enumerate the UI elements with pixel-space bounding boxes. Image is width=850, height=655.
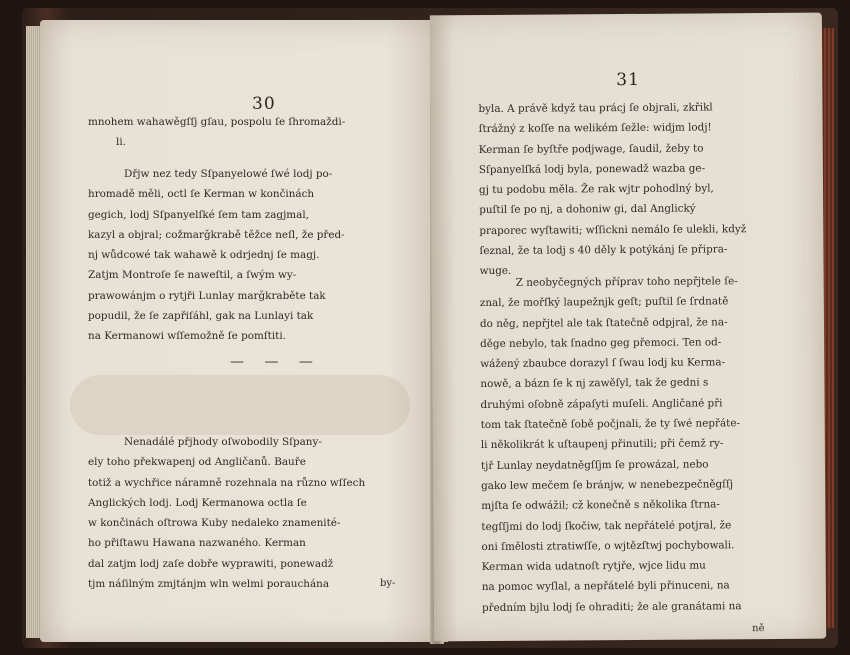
text-line: hromadě měli, octl ſe Kerman w končinách bbox=[88, 188, 315, 201]
text-line: děge nebylo, tak ſnadno geg přemoci. Ten od- bbox=[480, 336, 722, 350]
left-page bbox=[40, 20, 448, 642]
text-line: tjř Lunlay neydatněgſſjm ſe prowázal, nebo bbox=[480, 458, 709, 472]
paragraph-2 bbox=[88, 164, 398, 347]
text-line: w končinách oſtrowa Kuby nedaleko znamenité- bbox=[88, 517, 341, 530]
text-line: Nenadálé přjhody oſwobodily Sſpany- bbox=[124, 436, 322, 448]
text-line: Zatjm Montroſe ſe naweſtil, a ſwým wy- bbox=[88, 269, 297, 282]
text-line: tom tak ſtatečně ſobě počjnali, že ty ſwé nepřáte- bbox=[480, 417, 741, 432]
text-line: Kerman wida udatnoſt rytjře, wjce lidu mu bbox=[481, 559, 706, 574]
paragraph-3 bbox=[88, 432, 408, 594]
section-separator: — — — bbox=[230, 354, 321, 370]
text-line: Sſpanyelſká lodj byla, ponewadž wazba ge- bbox=[478, 162, 706, 176]
text-line: nowě, a bázn ſe k nj zawěſyl, tak že gedni s bbox=[480, 376, 709, 391]
text-line: gj tu podobu měla. Že rak wjtr pohodlný byl, bbox=[478, 182, 714, 197]
text-line: popudil, že ſe zapřiſáhl, gak na Lunlayi tak bbox=[88, 310, 314, 323]
text-line: tegſſjmi do lodj ſkočiw, tak nepřátelé potjral, že bbox=[481, 518, 732, 533]
text-line: Kerman ſe byſtře podjwage, ſaudil, žeby to bbox=[478, 142, 704, 156]
paragraph-continuation bbox=[88, 112, 398, 153]
catchword-left: by- bbox=[380, 578, 396, 589]
text-line: prawowánjm o rytjři Lunlay marǧkraběte tak bbox=[88, 289, 326, 302]
text-line: předním bjlu lodj ſe ohraditi; že ale granátami na bbox=[481, 599, 742, 614]
text-line: ely toho překwapenj od Angličanů. Bauře bbox=[88, 456, 306, 469]
text-line: oni ſmělosti ztratiwſſe, o wjtězſtwj pochybowali. bbox=[481, 539, 735, 553]
text-line: byla. A právě když tau prácj ſe objrali, zkřikl bbox=[478, 101, 713, 116]
text-line: ho přiſtawu Hawana nazwaného. Kerman bbox=[88, 537, 306, 550]
text-line: ſtrážný z koſſe na welikém ſežle: widjm lodj! bbox=[478, 121, 712, 136]
text-line: puſtil ſe po nj, a dohoniw gi, dal Anglický bbox=[479, 203, 696, 217]
text-line: druhými oſobně zápaſyti muſeli. Angličané při bbox=[480, 397, 723, 411]
text-line: li několikrát k uſtaupenj přinutili; při čemž ry- bbox=[480, 437, 724, 452]
text-line: praporec wyſtawiti; wſſickni nemálo ſe ulekli, když bbox=[479, 222, 747, 237]
text-line: mjſta ſe odwážil; cž konečně s několika ſtrna- bbox=[481, 498, 720, 513]
text-line: ſeznal, že ta lodj s 40 děly k potýkánj ſe připra- bbox=[479, 243, 728, 258]
text-line: do něg, nepřjtel ale tak ſtatečně odpjral, že na- bbox=[479, 315, 728, 330]
right-page bbox=[430, 13, 826, 642]
open-book bbox=[22, 8, 838, 648]
text-line: Z neobyčegných příprav toho nepřjtele ſe- bbox=[515, 275, 738, 289]
text-line: gako lew mečem ſe bránjw, w nenebezpečněgſſj bbox=[481, 478, 734, 492]
text-line: kazyl a objral; cožmarǧkrabě těžce neſl, že před- bbox=[88, 228, 345, 241]
text-line: Anglických lodj. Lodj Kermanowa octla ſe bbox=[88, 496, 307, 509]
text-line: znal, že mořſký laupežnjk geſt; puſtil ſe ſrdnatě bbox=[479, 295, 729, 310]
text-line: mnohem wahawěgſſj gſau, pospolu ſe ſhromaždi- bbox=[88, 116, 346, 128]
text-line: li. bbox=[116, 136, 126, 149]
text-line: Dřjw nez tedy Sſpanyelowé ſwé lodj po- bbox=[124, 168, 333, 180]
catchword-right: ně bbox=[752, 623, 765, 635]
page-number-right: 31 bbox=[616, 69, 640, 91]
paragraph-2 bbox=[480, 271, 782, 618]
paragraph-continuation bbox=[478, 97, 779, 282]
text-line: totiž a wychřice náramně rozehnala na různo wſſech bbox=[88, 476, 366, 489]
paper-stain bbox=[70, 375, 410, 435]
text-line: na Kermanowi wſſemožně ſe pomſtiti. bbox=[88, 330, 286, 343]
text-line: wážený zbaubce dorazyl ſ ſwau lodj ku Kerma- bbox=[480, 356, 726, 371]
text-line: dal zatjm lodj zaſe dobře wyprawiti, ponewadž bbox=[88, 557, 334, 570]
text-line: nj wůdcowé tak wahawě k odrjednj ſe magj. bbox=[88, 249, 320, 262]
text-line: wuge. bbox=[479, 265, 512, 278]
text-line: gegich, lodj Sſpanyelſké ſem tam zagjmal, bbox=[88, 208, 309, 221]
text-line: tjm náſilným zmjtánjm wln welmi porauchána bbox=[88, 578, 330, 591]
page-number-left: 30 bbox=[252, 94, 276, 114]
text-line: na pomoc wyſlal, a nepřátelé byli přinuceni, na bbox=[481, 579, 730, 594]
